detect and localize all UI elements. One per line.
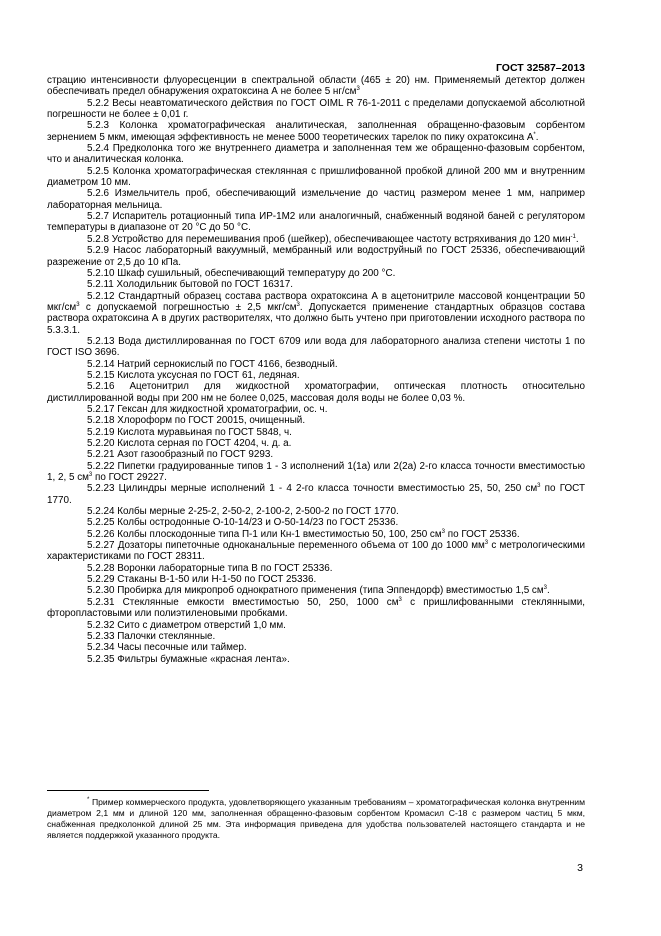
paragraph-text: .	[547, 585, 550, 597]
superscript: 3	[537, 483, 541, 490]
paragraph-text: по ГОСТ 29227.	[92, 472, 167, 484]
paragraph	[47, 404, 585, 415]
paragraph	[47, 234, 585, 245]
paragraph	[47, 654, 585, 665]
paragraph	[47, 211, 585, 234]
paragraph	[47, 506, 585, 517]
paragraph-text: 5.2.15 Кислота уксусная по ГОСТ 61, ледяная.	[87, 369, 300, 381]
superscript: *	[533, 131, 536, 138]
paragraph-text: 5.2.19 Кислота муравьиная по ГОСТ 5848, ч.	[87, 426, 292, 438]
paragraph	[47, 461, 585, 484]
paragraph-text: 5.2.2 Весы неавтоматического действия по ГОСТ OIML R 76-1-2011 с пределами допускаемой абсолютной погрешности не более ± 0,01 г.	[47, 97, 585, 121]
paragraph-text: 5.2.8 Устройство для перемешивания проб (шейкер), обеспечивающее частоту встряхивания до 120 мин	[87, 233, 571, 245]
paragraph	[47, 483, 585, 506]
paragraph	[47, 415, 585, 426]
standard-header: ГОСТ 32587–2013	[495, 62, 585, 74]
paragraph-text: 5.2.31 Стеклянные емкости вместимостью 50, 250, 1000 см	[87, 596, 399, 608]
paragraph-text: 5.2.32 Сито с диаметром отверстий 1,0 мм.	[87, 619, 286, 631]
paragraph-text: 5.2.3 Колонка хроматографическая аналитическая, заполненная обращенно-фазовым сорбентом зернением 5 мкм, имеющая эффективность не менее 5000 теоретических тарелок по пику охратоксина А	[47, 120, 585, 143]
paragraph	[47, 188, 585, 211]
superscript: 3	[543, 585, 547, 592]
superscript: 3	[296, 301, 300, 308]
paragraph	[47, 291, 585, 336]
paragraph	[47, 427, 585, 438]
paragraph	[47, 120, 585, 143]
superscript: 3	[484, 540, 489, 547]
paragraph-text: 5.2.16 Ацетонитрил для жидкостной хроматографии, оптическая плотность относительно дистиллированной воды при 200 нм не более 0,025, массовая доля воды не более 0,03 %.	[47, 381, 585, 404]
paragraph	[47, 336, 585, 359]
paragraph-text: 5.2.14 Натрий сернокислый по ГОСТ 4166, безводный.	[87, 358, 338, 370]
paragraph	[47, 245, 585, 268]
paragraph-text: 5.2.28 Воронки лабораторные типа В по ГОСТ 25336.	[87, 562, 333, 574]
paragraph	[47, 620, 585, 631]
paragraph	[47, 574, 585, 585]
paragraph-text: 5.2.6 Измельчитель проб, обеспечивающий измельчение до частиц размером менее 1 мм, например лабораторная мельница.	[47, 188, 585, 211]
paragraph-text: 5.2.12 Стандартный образец состава раствора охратоксина А в ацетонитриле массовой концентрации 50 мкг/см	[47, 290, 585, 313]
paragraph-text: 5.2.35 Фильтры бумажные «красная лента».	[87, 653, 290, 665]
paragraph-text: 5.2.5 Колонка хроматографическая стеклянная с пришлифованной пробкой длиной 200 мм и внутренним диаметром 10 мм.	[47, 165, 585, 189]
paragraph-text: 5.2.22 Пипетки градуированные типов 1 - 3 исполнений 1(1а) или 2(2а) 2-го класса точности вместимостью 1, 2, 5 см	[47, 460, 585, 484]
page-number: 3	[577, 862, 583, 874]
paragraph	[47, 370, 585, 381]
superscript: 3	[88, 472, 93, 479]
paragraph-text: 5.2.17 Гексан для жидкостной хроматографии, ос. ч.	[87, 403, 328, 415]
footnote	[47, 797, 585, 841]
document-body	[47, 75, 585, 665]
paragraph	[47, 529, 585, 540]
paragraph-text: с метрологическими характеристиками по ГОСТ 28311.	[47, 540, 585, 563]
paragraph	[47, 540, 585, 563]
paragraph-text: 5.2.26 Колбы плоскодонные типа П-1 или Кн-1 вместимостью 50, 100, 250 см	[87, 528, 442, 540]
paragraph-text: с допускаемой погрешностью ± 2,5 мкг/см	[79, 301, 297, 313]
paragraph-text: 5.2.25 Колбы остродонные О-10-14/23 и О-50-14/23 по ГОСТ 25336.	[87, 517, 399, 529]
paragraph	[47, 517, 585, 528]
paragraph-text: 5.2.7 Испаритель ротационный типа ИР-1М2 или аналогичный, снабженный водяной баней с регулятором температуры в диапазоне от 20 °С до 50 °С.	[47, 211, 585, 234]
paragraph-text: 5.2.30 Пробирка для микропроб однократного применения (типа Эппендорф) вместимостью 1,5 см	[87, 585, 544, 597]
paragraph-text: 5.2.18 Хлороформ по ГОСТ 20015, очищенный.	[87, 415, 306, 427]
paragraph-text: 5.2.13 Вода дистиллированная по ГОСТ 6709 или вода для лабораторного анализа степени чистоты 1 по ГОСТ ISO 3696.	[47, 335, 585, 359]
footnote-marker: *	[87, 797, 90, 803]
paragraph	[47, 98, 585, 121]
paragraph-text: с пришлифованными стеклянными, фторопластовыми или полиэтиленовыми пробками.	[47, 596, 585, 620]
paragraph	[47, 75, 585, 98]
paragraph-text: 5.2.4 Предколонка того же внутреннего диаметра и заполненная тем же обращенно-фазовым сорбентом, что и аналитическая колонка.	[47, 143, 585, 166]
paragraph-text: 5.2.33 Палочки стеклянные.	[87, 630, 216, 642]
paragraph-text: 5.2.23 Цилиндры мерные исполнений 1 - 4 2-го класса точности вместимостью 25, 50, 250 см	[87, 483, 538, 495]
superscript: 3	[398, 596, 402, 603]
superscript: 3	[76, 301, 80, 308]
paragraph	[47, 563, 585, 574]
paragraph-text: 5.2.29 Стаканы В-1-50 или Н-1-50 по ГОСТ 25336.	[87, 574, 317, 586]
superscript: -1	[570, 233, 576, 240]
paragraph-text: страцию интенсивности флуоресценции в спектральной области (465 ± 20) нм. Применяемый детектор должен обеспечивать предел обнаружения охратоксина А не более 5 нг/см	[47, 75, 585, 98]
paragraph	[47, 642, 585, 653]
paragraph-text: 5.2.21 Азот газообразный по ГОСТ 9293.	[87, 449, 274, 461]
paragraph	[47, 449, 585, 460]
superscript: 3	[441, 528, 445, 535]
paragraph-text: .	[575, 233, 579, 245]
paragraph-text: .	[535, 131, 539, 143]
paragraph	[47, 631, 585, 642]
paragraph	[47, 438, 585, 449]
paragraph-text: 5.2.24 Колбы мерные 2-25-2, 2-50-2, 2-100-2, 2-500-2 по ГОСТ 1770.	[87, 506, 399, 518]
paragraph-text: по ГОСТ 1770.	[47, 483, 586, 506]
superscript: 3	[356, 86, 360, 93]
paragraph	[47, 143, 585, 166]
paragraph-text: 5.2.20 Кислота серная по ГОСТ 4204, ч. д. а.	[87, 438, 292, 449]
paragraph-text: 5.2.11 Холодильник бытовой по ГОСТ 16317.	[87, 279, 293, 291]
footnote-separator	[47, 790, 209, 791]
paragraph	[47, 359, 585, 370]
paragraph-text: по ГОСТ 25336.	[445, 528, 520, 540]
paragraph	[47, 381, 585, 404]
footnote-text: Пример коммерческого продукта, удовлетворяющего указанным требованиям – хроматографическая колонка внутренним диаметром 2,1 мм и длиной 120 мм, заполненная обращенно-фазовым сорбентом Кромасил С-18 с размером частиц 5 мкм, снабженная предколонкой длиной 25 мм. Эта информация приведена для удобства пользователей настоящего стандарта и не является поддержкой указанного продукта.	[47, 797, 585, 840]
paragraph	[47, 597, 585, 620]
paragraph-text: 5.2.9 Насос лабораторный вакуумный, мембранный или водоструйный по ГОСТ 25336, обеспечивающий разрежение от 2,5 до 10 кПа.	[47, 245, 585, 268]
paragraph	[47, 585, 585, 596]
paragraph-text: 5.2.27 Дозаторы пипеточные одноканальные переменного объема от 100 до 1000 мм	[87, 540, 485, 552]
paragraph-text: 5.2.34 Часы песочные или таймер.	[87, 642, 247, 654]
paragraph-text: 5.2.10 Шкаф сушильный, обеспечивающий температуру до 200 °С.	[87, 267, 396, 279]
paragraph-text: . Допускается применение стандартных образцов состава раствора охратоксина А в других растворителях, что должно быть учтено при приготовлении исходного раствора по 5.3.3.1.	[47, 301, 585, 336]
paragraph	[47, 166, 585, 189]
paragraph	[47, 279, 585, 290]
paragraph	[47, 268, 585, 279]
